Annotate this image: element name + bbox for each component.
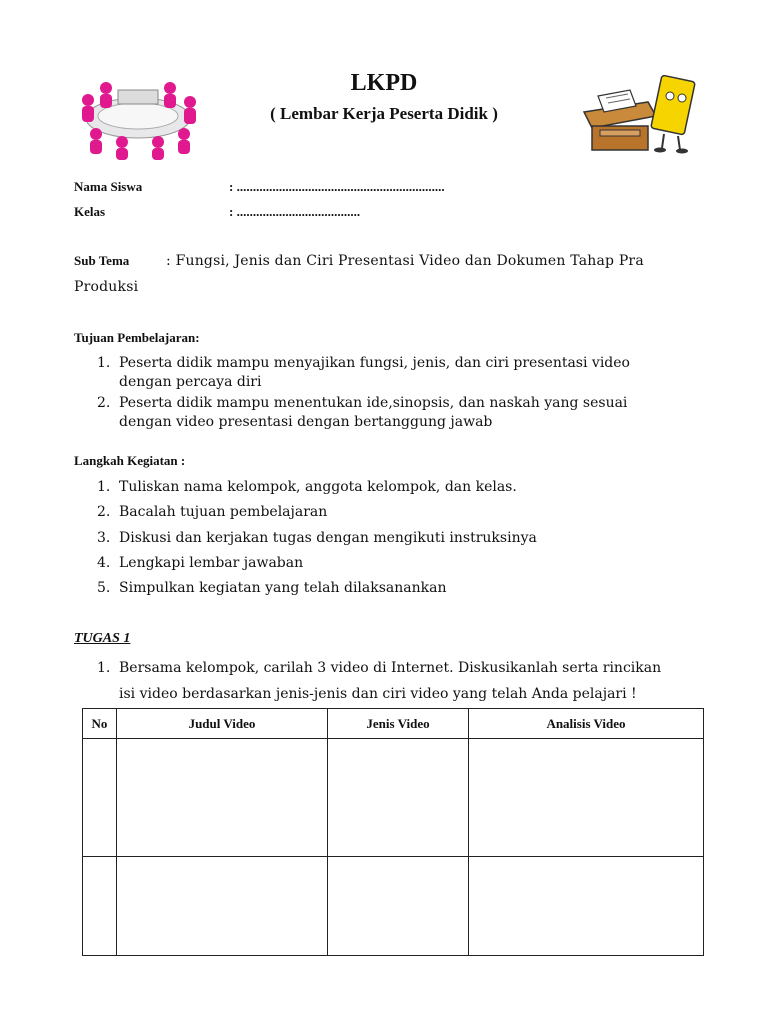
item-text: Simpulkan kegiatan yang telah dilaksanankan [119, 580, 447, 596]
item-number: 2. [97, 395, 111, 411]
document-title: LKPD [350, 70, 418, 96]
item-text: Peserta didik mampu menyajikan fungsi, jenis, dan ciri presentasi video [119, 355, 630, 371]
tujuan-list [97, 354, 717, 434]
item-text: Tuliskan nama kelompok, anggota kelompok, dan kelas. [119, 479, 517, 495]
tujuan-heading: Tujuan Pembelajaran: [74, 330, 200, 345]
table-row [83, 857, 704, 956]
langkah-heading: Langkah Kegiatan : [74, 453, 186, 468]
name-label: Nama Siswa [74, 179, 143, 194]
document-subtitle: ( Lembar Kerja Peserta Didik ) [270, 104, 498, 123]
class-field: : ...................................... [229, 204, 361, 219]
class-label: Kelas [74, 204, 106, 219]
cell-no[interactable] [83, 739, 117, 857]
item-text: Peserta didik mampu menentukan ide,sinopsis, dan naskah yang sesuai [119, 395, 628, 411]
item-number: 4. [97, 555, 111, 571]
item-text: dengan percaya diri [119, 374, 262, 390]
video-analysis-table [82, 708, 704, 956]
header-no: No [83, 709, 117, 739]
table-header-row [83, 709, 704, 739]
langkah-list [97, 478, 717, 608]
header-judul-video: Judul Video [117, 709, 328, 739]
table-row [83, 739, 704, 857]
name-field: : ................................................................ [229, 179, 445, 194]
subtema-text: : Fungsi, Jenis dan Ciri Presentasi Video dan Dokumen Tahap Pra [166, 253, 644, 269]
cell-judul-video[interactable] [117, 739, 328, 857]
item-number: 1. [97, 355, 111, 371]
cell-analisis-video[interactable] [469, 739, 704, 857]
cell-judul-video[interactable] [117, 857, 328, 956]
item-text: dengan video presentasi dengan bertanggung jawab [119, 414, 493, 430]
item-number: 1. [97, 479, 111, 495]
item-text: isi video berdasarkan jenis-jenis dan ciri video yang telah Anda pelajari ! [119, 686, 637, 702]
subtema-label: Sub Tema [74, 253, 130, 268]
tugas-heading: TUGAS 1 [74, 631, 131, 646]
header-analisis-video: Analisis Video [469, 709, 704, 739]
item-text: Bacalah tujuan pembelajaran [119, 504, 328, 520]
item-number: 3. [97, 530, 111, 546]
cell-jenis-video[interactable] [328, 739, 469, 857]
subtema-continuation: Produksi [74, 279, 139, 295]
header-jenis-video: Jenis Video [328, 709, 469, 739]
item-text: Lengkapi lembar jawaban [119, 555, 304, 571]
item-text: Bersama kelompok, carilah 3 video di Internet. Diskusikanlah serta rincikan [119, 660, 662, 676]
tugas-instruction [97, 655, 717, 705]
item-number: 5. [97, 580, 111, 596]
item-number: 1. [97, 660, 111, 676]
cell-no[interactable] [83, 857, 117, 956]
item-number: 2. [97, 504, 111, 520]
cell-jenis-video[interactable] [328, 857, 469, 956]
item-text: Diskusi dan kerjakan tugas dengan mengikuti instruksinya [119, 530, 537, 546]
cell-analisis-video[interactable] [469, 857, 704, 956]
